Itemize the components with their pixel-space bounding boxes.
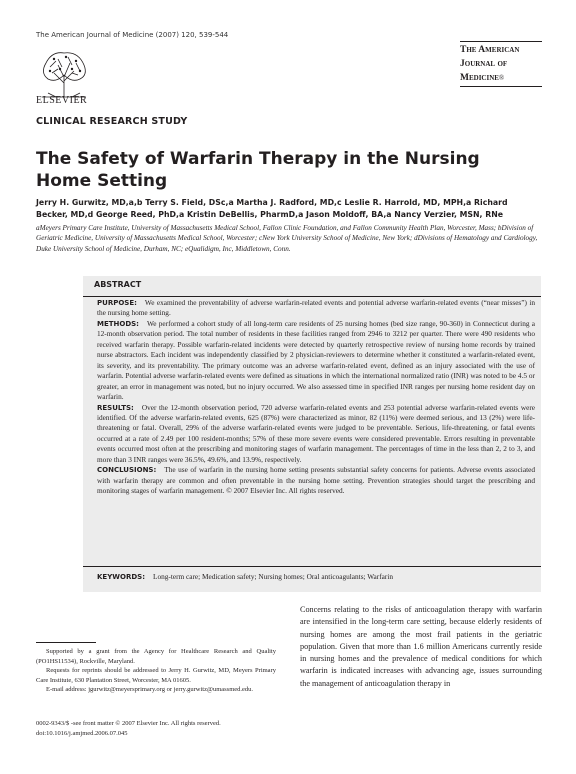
purpose-label: PURPOSE: bbox=[97, 299, 137, 307]
methods-text: We performed a cohort study of all long-term care residents of 25 nursing homes (bed size range, 90-360) in Connecticut during a 12-month observation period. The total number of residents in these facilities ranged from 2946 to 3212 per quarter. There were 490 residents who received warfarin therapy. Possible warfarin-related incidents were detected by quarterly retrospective review of nursing home records by trained nurse abstractors. Each incident was independently classified by 2 physician-reviewers to determine whether it constituted a warfarin-related event, its severity, and its preventability. The primary outcome was an adverse warfarin-related event, defined as an injury associated with the use of warfarin. Potential adverse warfarin-related events were defined as situations in which the international normalized ratio (INR) was noted to be 4.5 or greater, an error in management was noted, but no injury occurred. We also assessed time in specified INR ranges per nursing home resident day on warfarin. bbox=[97, 318, 535, 402]
body-paragraph: Concerns relating to the risks of anticoagulation therapy with warfarin are intensified in the long-term care setting, because elderly residents of nursing homes are among the most frail patients in the geriatric population. Given that more than 1.6 million Americans currently reside in nursing homes and the prevalence of medical conditions for which warfarin is indicated increases with advancing age, issues surrounding the management of anticoagulation therapy in bbox=[300, 605, 542, 688]
article-title: The Safety of Warfarin Therapy in the Nursing Home Setting bbox=[36, 149, 480, 191]
footnote-divider bbox=[36, 642, 96, 643]
keywords-divider bbox=[83, 566, 541, 567]
footnote-reprints: Requests for reprints should be addressed to Jerry H. Gurwitz, MD, Meyers Primary Care Institute, 630 Plantation Street, Worcester, MA 01605. bbox=[36, 667, 276, 684]
author-list: Jerry H. Gurwitz, MD,a,b Terry S. Field, DSc,a Martha J. Radford, MD,c Leslie R. Harrold, MD, MPH,a Richard Becker, MD,d George Reed, PhD,a Kristin DeBellis, PharmD,a Jason Moldoff, BA,a Nancy Verzier, MSN, RNe bbox=[36, 198, 508, 219]
keywords-label: KEYWORDS: bbox=[97, 573, 145, 581]
conclusions-label: CONCLUSIONS: bbox=[97, 466, 157, 475]
article-section-label: CLINICAL RESEARCH STUDY bbox=[36, 116, 188, 127]
doi-line: doi:10.1016/j.amjmed.2006.07.045 bbox=[36, 729, 128, 737]
footnote-email: E-mail address: jgurwitz@meyersprimary.org or jerry.gurwitz@umassmed.edu. bbox=[46, 686, 254, 693]
brand-line-2: Journal of bbox=[460, 59, 508, 69]
abstract-purpose bbox=[97, 298, 535, 319]
conclusions-text: The use of warfarin in the nursing home setting presents substantial safety concerns for patients. Adverse events associated with warfarin therapy are common and often preventable in the nursing home setting. Prevention strategies should target the prescribing and monitoring stages of warfarin management. © 2007 Elsevier Inc. All rights reserved. bbox=[97, 465, 535, 496]
copyright-line: 0002-9343/$ -see front matter © 2007 Elsevier Inc. All rights reserved. bbox=[36, 720, 221, 727]
abstract-methods bbox=[97, 319, 535, 403]
keywords bbox=[97, 572, 537, 581]
results-text: Over the 12-month observation period, 720 adverse warfarin-related events and 253 potential adverse warfarin-related events were identified. Of the adverse warfarin-related events, 625 (87%) were characterized as minor, 82 (11%) were deemed serious, and 13 (2%) were life-threatening or fatal. Overall, 29% of the adverse warfarin-related events were judged to be preventable. Serious, life-threatening, or fatal events occurred at a rate of 2.49 per 100 resident-months; 57% of these more severe events were considered preventable. Errors resulting in preventable events occurred most often at the prescribing and monitoring stages of warfarin management. The percentages of time in the less than 2, 2 to 3, and more than 3 INR ranges were 36.5%, 49.6%, and 13.9%, respectively. bbox=[97, 402, 535, 464]
abstract-results bbox=[97, 403, 535, 466]
abstract-body bbox=[97, 298, 535, 497]
abstract-heading-text: ABSTRACT bbox=[94, 280, 142, 289]
author-affiliations: aMeyers Primary Care Institute, University of Massachusetts Medical School, Fallon Clinic Foundation, and Fallon Community Health Plan, Worcester, Mass; bDivision of Geriatric Medicine, University of Massachusetts Medical School, Worcester; cNew York University School of Medicine, New York; dDivisions of Hematology and Cardiology, Duke University School of Medicine, Durham, NC; eQualidigm, Inc, Middletown, Conn. bbox=[36, 224, 538, 253]
brand-line-1: The American bbox=[460, 45, 520, 55]
methods-label: METHODS: bbox=[97, 319, 139, 328]
elsevier-tree-logo bbox=[36, 45, 92, 101]
results-label: RESULTS: bbox=[97, 403, 134, 412]
footnote-support: Supported by a grant from the Agency for Healthcare Research and Quality (PO1HS11534), Rockville, Maryland. bbox=[36, 648, 276, 665]
brand-line-3: Medicine® bbox=[460, 73, 505, 83]
abstract-conclusions bbox=[97, 465, 535, 496]
footnotes bbox=[36, 647, 276, 695]
publisher-name: ELSEVIER bbox=[36, 95, 88, 106]
abstract-heading bbox=[83, 276, 541, 297]
journal-citation: The American Journal of Medicine (2007) 120, 539-544 bbox=[36, 31, 229, 39]
journal-brand bbox=[460, 40, 542, 88]
copyright-block bbox=[36, 719, 296, 738]
keywords-text: Long-term care; Medication safety; Nursing homes; Oral anticoagulants; Warfarin bbox=[153, 572, 393, 581]
purpose-text: We examined the preventability of adverse warfarin-related events and potential adverse warfarin-related events (“near misses”) in the nursing home setting. bbox=[97, 298, 535, 318]
registered-mark: ® bbox=[498, 74, 505, 82]
